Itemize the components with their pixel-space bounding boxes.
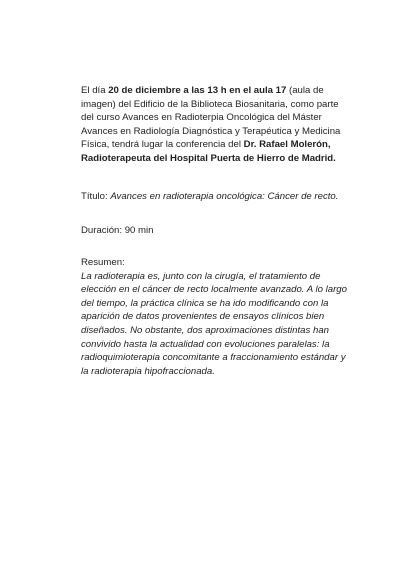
title-line [81, 190, 351, 204]
event-date-place: 20 de diciembre a las 13 h en el aula 17 [108, 85, 287, 96]
speaker-name: Dr. Rafael Molerón, Radioterapeuta del Hospital Puerta de Hierro de Madrid. [81, 139, 336, 164]
title-label: Título: [81, 191, 111, 202]
summary-section [81, 256, 351, 378]
intro-text-2: (aula de imagen) del Edificio de la Biblioteca Biosanitaria, como parte del curso Avances en Radioterpia Oncológica del Máster Avances en Radiología Diagnóstica y Terapéutica y Medicina Física, tendrá lugar la conferencia del [81, 85, 341, 151]
duration-text: Duración: 90 min [81, 225, 154, 236]
intro-text [81, 84, 351, 166]
summary-text: La radioterapia es, junto con la cirugía, el tratamiento de elección en el cáncer de recto localmente avanzado. A lo largo del tiempo, la práctica clínica se ha ido modificando con la aparición de datos provenientes de ensayos clínicos bien diseñados. No obstante, dos aproximaciones distintas han convivido hasta la actualidad con evoluciones paralelas: la radioquimioterapia concomitante a fraccionamiento estándar y la radioterapia hipofraccionada. [81, 270, 347, 377]
intro-paragraph [81, 84, 351, 166]
summary-label: Resumen: [81, 257, 125, 268]
title-value: Avances en radioterapia oncológica: Cáncer de recto. [110, 191, 339, 202]
duration-line [81, 224, 351, 238]
intro-text-1: El día [81, 85, 109, 96]
